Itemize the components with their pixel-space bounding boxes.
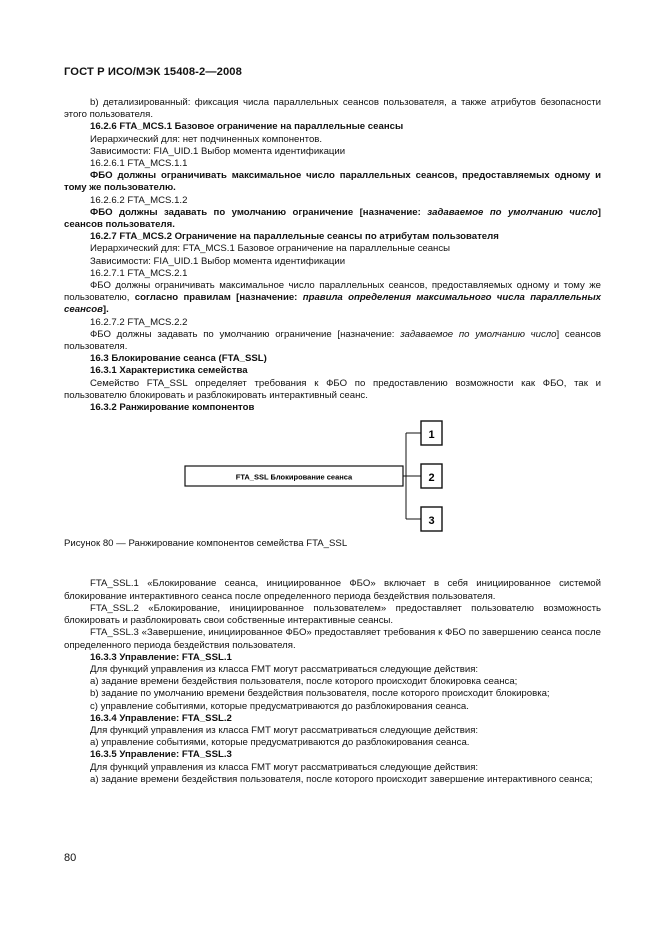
- list-item: а) управление событиями, которые предусматриваются до разблокирования сеанса.: [90, 737, 470, 749]
- paragraph: b) детализированный: фиксация числа параллельных сеансов пользователя, а также атрибутов безопасности этого пользователя.: [64, 97, 601, 121]
- document-body: [64, 97, 601, 786]
- section-heading: 16.2.6 FTA_MCS.1 Базовое ограничение на параллельные сеансы: [90, 121, 404, 133]
- requirement-text: ФБО должны ограничивать максимальное число параллельных сеансов, предоставляемых одному и тому же пользователю.: [64, 170, 601, 194]
- section-heading: 16.3.3 Управление: FTA_SSL.1: [90, 651, 232, 663]
- page-number: 80: [64, 852, 77, 864]
- paragraph: FTA_SSL.2 «Блокирование, инициированное пользователем» предоставляет пользователю возможность блокировать и разблокировать свои собственные интерактивные сеансы.: [64, 602, 601, 627]
- component-box-3-label: 3: [428, 515, 435, 528]
- list-item: а) задание времени бездействия пользователя, после которого происходит завершение интерактивного сеанса;: [90, 773, 593, 785]
- figure-component-leveling: [64, 414, 601, 538]
- paragraph: Зависимости: FIA_UID.1 Выбор момента идентификации: [90, 255, 346, 267]
- leveling-diagram: [64, 414, 601, 538]
- standard-header: ГОСТ Р ИСО/МЭК 15408-2—2008: [64, 66, 242, 78]
- family-box-label: FTA_SSL Блокирование сеанса: [235, 472, 353, 482]
- section-heading: 16.3.5 Управление: FTA_SSL.3: [90, 749, 232, 761]
- paragraph: Для функций управления из класса FMT могут рассматриваться следующие действия:: [90, 724, 479, 736]
- component-box-1-label: 1: [428, 429, 435, 442]
- paragraph: Для функций управления из класса FMT могут рассматриваться следующие действия:: [90, 761, 479, 773]
- requirement-text: ФБО должны ограничивать максимальное число параллельных сеансов, предоставляемых одному и тому же пользователю, согласно правилам [назначение: правила определения максимального числа параллельных сеансов].: [64, 280, 601, 316]
- element-id: 16.2.6.1 FTA_MCS.1.1: [90, 158, 188, 170]
- section-heading: 16.3.2 Ранжирование компонентов: [90, 402, 255, 414]
- requirement-text: ФБО должны задавать по умолчанию ограничение [назначение: задаваемое по умолчанию число] сеансов пользователя.: [64, 206, 601, 231]
- paragraph: FTA_SSL.1 «Блокирование сеанса, инициированное ФБО» включает в себя инициированное системой блокирование интерактивного сеанса после определенного периода бездействия пользователя.: [64, 578, 601, 602]
- requirement-text: ФБО должны задавать по умолчанию ограничение [назначение: задаваемое по умолчанию число] сеансов пользователя.: [64, 328, 601, 353]
- paragraph: Иерархический для: нет подчиненных компонентов.: [90, 133, 323, 145]
- section-heading: 16.3 Блокирование сеанса (FTA_SSL): [90, 353, 267, 365]
- paragraph: Иерархический для: FTA_MCS.1 Базовое ограничение на параллельные сеансы: [90, 243, 451, 255]
- list-item: с) управление событиями, которые предусматриваются до разблокирования сеанса.: [90, 700, 469, 712]
- paragraph: FTA_SSL.3 «Завершение, инициированное ФБО» предоставляет требования к ФБО по завершению сеанса после определенного периода бездействия пользователя.: [64, 627, 601, 651]
- list-item: а) задание времени бездействия пользователя, после которого происходит блокировка сеанса;: [90, 676, 518, 688]
- paragraph: Семейство FTA_SSL определяет требования к ФБО по предоставлению возможности как ФБО, так и пользователю блокировать и разблокировать интерактивный сеанс.: [64, 377, 601, 401]
- section-heading: 16.3.4 Управление: FTA_SSL.2: [90, 712, 232, 724]
- element-id: 16.2.7.1 FTA_MCS.2.1: [90, 267, 188, 279]
- list-item: b) задание по умолчанию времени бездействия пользователя, после которого происходит блокировка;: [90, 688, 550, 700]
- element-id: 16.2.7.2 FTA_MCS.2.2: [90, 316, 188, 328]
- section-heading: 16.3.1 Характеристика семейства: [90, 365, 248, 377]
- paragraph: Для функций управления из класса FMT могут рассматриваться следующие действия:: [90, 663, 479, 675]
- component-box-2-label: 2: [428, 472, 435, 485]
- figure-caption: Рисунок 80 — Ранжирование компонентов семейства FTA_SSL: [64, 538, 348, 550]
- section-heading: 16.2.7 FTA_MCS.2 Ограничение на параллельные сеансы по атрибутам пользователя: [90, 231, 499, 243]
- element-id: 16.2.6.2 FTA_MCS.1.2: [90, 194, 188, 206]
- paragraph: Зависимости: FIA_UID.1 Выбор момента идентификации: [90, 145, 346, 157]
